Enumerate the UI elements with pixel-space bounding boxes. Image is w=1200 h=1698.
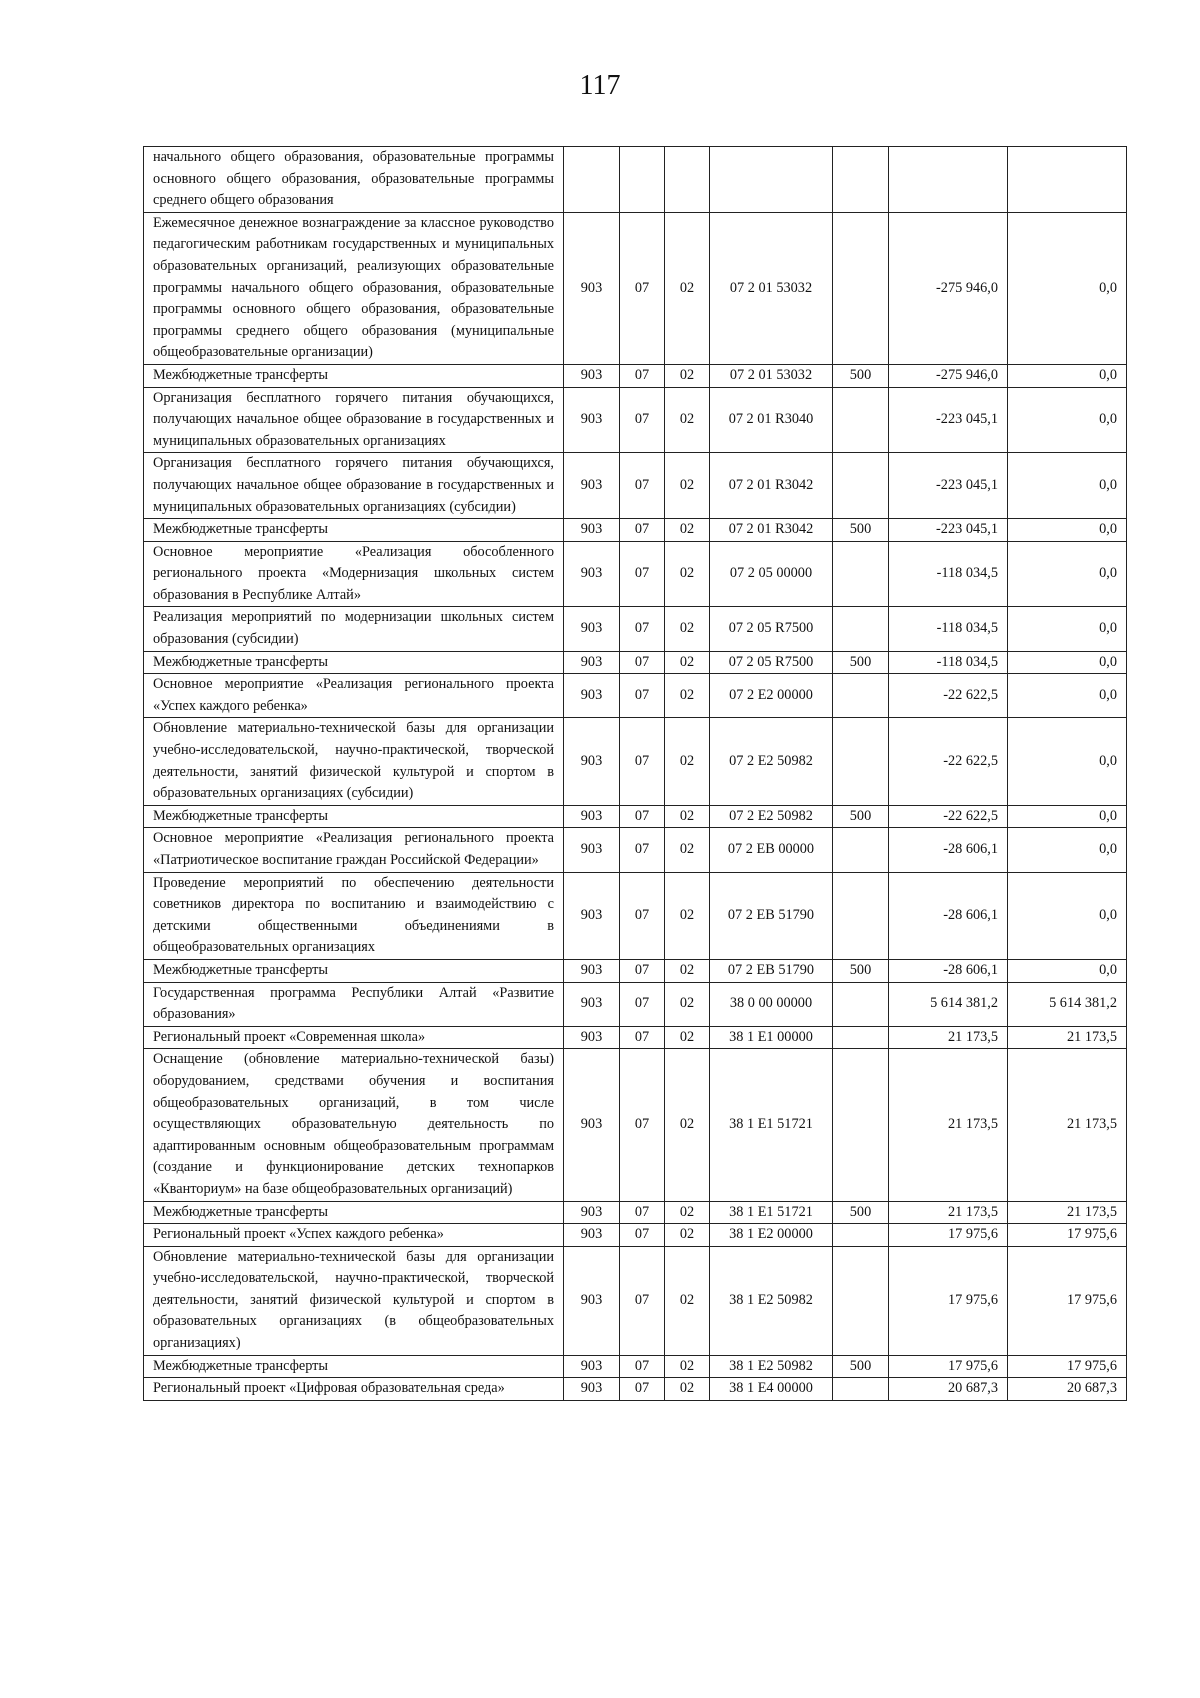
subsection-code-cell: 02 [665, 1246, 710, 1355]
amount-first-cell: 17 975,6 [889, 1355, 1008, 1378]
department-code-cell: 903 [564, 718, 620, 805]
amount-second-cell: 0,0 [1008, 651, 1127, 674]
department-code-cell: 903 [564, 872, 620, 959]
expense-type-code-cell [833, 147, 889, 213]
section-code-cell: 07 [620, 718, 665, 805]
subsection-code-cell: 02 [665, 959, 710, 982]
section-code-cell: 07 [620, 1246, 665, 1355]
table-row [144, 718, 1127, 805]
target-article-code-cell: 38 1 E2 50982 [710, 1355, 833, 1378]
department-code-cell: 903 [564, 453, 620, 519]
department-code-cell: 903 [564, 651, 620, 674]
expenditure-name-cell: Ежемесячное денежное вознаграждение за классное руководство педагогическим работникам государственных и муниципальных образовательных организаций, реализующих образовательные программы начального общего образования, образовательные программы основного общего образования, образовательные программы среднего общего образования (муниципальные общеобразовательные организации) [144, 212, 564, 364]
section-code-cell: 07 [620, 674, 665, 718]
expenditure-name-cell: Оснащение (обновление материально-технической базы) оборудованием, средствами обучения и воспитания общеобразовательных организаций, в том числе осуществляющих образовательную деятельность по адаптированным основным общеобразовательным программам (создание и функционирование детских технопарков «Кванториум» на базе общеобразовательных организаций) [144, 1049, 564, 1201]
department-code-cell [564, 147, 620, 213]
amount-first-cell: -22 622,5 [889, 674, 1008, 718]
subsection-code-cell [665, 147, 710, 213]
section-code-cell: 07 [620, 1224, 665, 1247]
table-row [144, 364, 1127, 387]
subsection-code-cell: 02 [665, 805, 710, 828]
subsection-code-cell: 02 [665, 828, 710, 872]
table-row [144, 959, 1127, 982]
section-code-cell: 07 [620, 1201, 665, 1224]
target-article-code-cell: 07 2 E2 50982 [710, 718, 833, 805]
expense-type-code-cell [833, 1049, 889, 1201]
expenditure-name-cell: начального общего образования, образовательные программы основного общего образования, образовательные программы среднего общего образования [144, 147, 564, 213]
expenditure-name-cell: Организация бесплатного горячего питания обучающихся, получающих начальное общее образование в государственных и муниципальных образовательных организациях (субсидии) [144, 453, 564, 519]
expenditure-name-cell: Обновление материально-технической базы для организации учебно-исследовательской, научно-практической, творческой деятельности, занятий физической культурой и спортом в образовательных организациях (в общеобразовательных организациях) [144, 1246, 564, 1355]
target-article-code-cell: 07 2 01 R3042 [710, 519, 833, 542]
section-code-cell: 07 [620, 959, 665, 982]
subsection-code-cell: 02 [665, 718, 710, 805]
amount-first-cell: -28 606,1 [889, 828, 1008, 872]
amount-second-cell: 17 975,6 [1008, 1224, 1127, 1247]
expenditure-name-cell: Межбюджетные трансферты [144, 519, 564, 542]
amount-second-cell: 21 173,5 [1008, 1201, 1127, 1224]
subsection-code-cell: 02 [665, 607, 710, 651]
budget-table-body [144, 147, 1127, 1401]
target-article-code-cell: 07 2 EB 00000 [710, 828, 833, 872]
expenditure-name-cell: Региональный проект «Цифровая образовательная среда» [144, 1378, 564, 1401]
table-row [144, 541, 1127, 607]
expense-type-code-cell [833, 1246, 889, 1355]
amount-first-cell: 20 687,3 [889, 1378, 1008, 1401]
expenditure-name-cell: Основное мероприятие «Реализация регионального проекта «Успех каждого ребенка» [144, 674, 564, 718]
amount-second-cell: 0,0 [1008, 387, 1127, 453]
subsection-code-cell: 02 [665, 212, 710, 364]
subsection-code-cell: 02 [665, 982, 710, 1026]
target-article-code-cell: 07 2 01 R3040 [710, 387, 833, 453]
subsection-code-cell: 02 [665, 387, 710, 453]
amount-second-cell: 0,0 [1008, 718, 1127, 805]
expense-type-code-cell [833, 607, 889, 651]
table-row [144, 147, 1127, 213]
target-article-code-cell: 07 2 E2 00000 [710, 674, 833, 718]
expense-type-code-cell: 500 [833, 1201, 889, 1224]
section-code-cell: 07 [620, 607, 665, 651]
department-code-cell: 903 [564, 1355, 620, 1378]
section-code-cell: 07 [620, 387, 665, 453]
expense-type-code-cell: 500 [833, 651, 889, 674]
subsection-code-cell: 02 [665, 1378, 710, 1401]
amount-first-cell: -22 622,5 [889, 718, 1008, 805]
table-row [144, 1201, 1127, 1224]
expenditure-name-cell: Межбюджетные трансферты [144, 959, 564, 982]
target-article-code-cell: 38 1 E1 51721 [710, 1201, 833, 1224]
expense-type-code-cell [833, 674, 889, 718]
amount-first-cell: 5 614 381,2 [889, 982, 1008, 1026]
target-article-code-cell: 07 2 05 00000 [710, 541, 833, 607]
expenditure-name-cell: Организация бесплатного горячего питания обучающихся, получающих начальное общее образование в государственных и муниципальных образовательных организациях [144, 387, 564, 453]
section-code-cell: 07 [620, 1026, 665, 1049]
target-article-code-cell: 38 1 E1 00000 [710, 1026, 833, 1049]
table-row [144, 1026, 1127, 1049]
department-code-cell: 903 [564, 364, 620, 387]
page-number: 117 [579, 70, 621, 101]
expenditure-name-cell: Реализация мероприятий по модернизации школьных систем образования (субсидии) [144, 607, 564, 651]
section-code-cell: 07 [620, 872, 665, 959]
amount-first-cell: 17 975,6 [889, 1224, 1008, 1247]
department-code-cell: 903 [564, 1378, 620, 1401]
expense-type-code-cell: 500 [833, 1355, 889, 1378]
table-row [144, 607, 1127, 651]
amount-first-cell: -118 034,5 [889, 651, 1008, 674]
expense-type-code-cell [833, 1026, 889, 1049]
section-code-cell: 07 [620, 828, 665, 872]
department-code-cell: 903 [564, 541, 620, 607]
department-code-cell: 903 [564, 387, 620, 453]
amount-second-cell [1008, 147, 1127, 213]
department-code-cell: 903 [564, 607, 620, 651]
subsection-code-cell: 02 [665, 1224, 710, 1247]
expenditure-name-cell: Государственная программа Республики Алтай «Развитие образования» [144, 982, 564, 1026]
subsection-code-cell: 02 [665, 1049, 710, 1201]
expense-type-code-cell [833, 872, 889, 959]
expenditure-name-cell: Региональный проект «Успех каждого ребенка» [144, 1224, 564, 1247]
amount-second-cell: 0,0 [1008, 828, 1127, 872]
expenditure-name-cell: Обновление материально-технической базы для организации учебно-исследовательской, научно-практической, творческой деятельности, занятий физической культурой и спортом в образовательных организациях (субсидии) [144, 718, 564, 805]
target-article-code-cell: 38 1 E1 51721 [710, 1049, 833, 1201]
subsection-code-cell: 02 [665, 674, 710, 718]
subsection-code-cell: 02 [665, 1201, 710, 1224]
amount-first-cell: 21 173,5 [889, 1026, 1008, 1049]
amount-first-cell: -28 606,1 [889, 872, 1008, 959]
expense-type-code-cell: 500 [833, 364, 889, 387]
expense-type-code-cell [833, 541, 889, 607]
subsection-code-cell: 02 [665, 651, 710, 674]
target-article-code-cell [710, 147, 833, 213]
amount-second-cell: 17 975,6 [1008, 1355, 1127, 1378]
amount-first-cell: 17 975,6 [889, 1246, 1008, 1355]
table-row [144, 1246, 1127, 1355]
amount-first-cell: -223 045,1 [889, 519, 1008, 542]
expense-type-code-cell: 500 [833, 805, 889, 828]
expenditure-name-cell: Основное мероприятие «Реализация обособленного регионального проекта «Модернизация школьных систем образования в Республике Алтай» [144, 541, 564, 607]
target-article-code-cell: 07 2 E2 50982 [710, 805, 833, 828]
target-article-code-cell: 38 1 E4 00000 [710, 1378, 833, 1401]
section-code-cell: 07 [620, 364, 665, 387]
amount-first-cell: -223 045,1 [889, 453, 1008, 519]
expense-type-code-cell [833, 387, 889, 453]
amount-second-cell: 21 173,5 [1008, 1026, 1127, 1049]
table-row [144, 1355, 1127, 1378]
department-code-cell: 903 [564, 805, 620, 828]
target-article-code-cell: 07 2 EB 51790 [710, 959, 833, 982]
amount-second-cell: 0,0 [1008, 607, 1127, 651]
expense-type-code-cell [833, 982, 889, 1026]
subsection-code-cell: 02 [665, 541, 710, 607]
subsection-code-cell: 02 [665, 1355, 710, 1378]
target-article-code-cell: 07 2 05 R7500 [710, 651, 833, 674]
expense-type-code-cell: 500 [833, 959, 889, 982]
table-row [144, 519, 1127, 542]
target-article-code-cell: 07 2 01 53032 [710, 212, 833, 364]
expenditure-name-cell: Межбюджетные трансферты [144, 805, 564, 828]
amount-first-cell: -275 946,0 [889, 364, 1008, 387]
expenditure-name-cell: Межбюджетные трансферты [144, 1201, 564, 1224]
target-article-code-cell: 38 1 E2 00000 [710, 1224, 833, 1247]
amount-second-cell: 0,0 [1008, 959, 1127, 982]
department-code-cell: 903 [564, 519, 620, 542]
amount-first-cell [889, 147, 1008, 213]
department-code-cell: 903 [564, 1026, 620, 1049]
table-row [144, 387, 1127, 453]
department-code-cell: 903 [564, 959, 620, 982]
table-row [144, 651, 1127, 674]
table-row [144, 805, 1127, 828]
expenditure-name-cell: Основное мероприятие «Реализация регионального проекта «Патриотическое воспитание граждан Российской Федерации» [144, 828, 564, 872]
expense-type-code-cell [833, 1224, 889, 1247]
section-code-cell: 07 [620, 212, 665, 364]
table-row [144, 212, 1127, 364]
amount-first-cell: -118 034,5 [889, 541, 1008, 607]
table-row [144, 872, 1127, 959]
expense-type-code-cell [833, 1378, 889, 1401]
amount-first-cell: -118 034,5 [889, 607, 1008, 651]
amount-first-cell: 21 173,5 [889, 1201, 1008, 1224]
section-code-cell: 07 [620, 541, 665, 607]
section-code-cell [620, 147, 665, 213]
amount-first-cell: 21 173,5 [889, 1049, 1008, 1201]
subsection-code-cell: 02 [665, 872, 710, 959]
section-code-cell: 07 [620, 1355, 665, 1378]
amount-second-cell: 0,0 [1008, 212, 1127, 364]
section-code-cell: 07 [620, 1378, 665, 1401]
amount-second-cell: 21 173,5 [1008, 1049, 1127, 1201]
table-row [144, 674, 1127, 718]
amount-second-cell: 0,0 [1008, 805, 1127, 828]
amount-second-cell: 0,0 [1008, 674, 1127, 718]
section-code-cell: 07 [620, 1049, 665, 1201]
expense-type-code-cell [833, 212, 889, 364]
section-code-cell: 07 [620, 453, 665, 519]
expenditure-name-cell: Межбюджетные трансферты [144, 1355, 564, 1378]
amount-second-cell: 17 975,6 [1008, 1246, 1127, 1355]
department-code-cell: 903 [564, 1224, 620, 1247]
target-article-code-cell: 38 0 00 00000 [710, 982, 833, 1026]
department-code-cell: 903 [564, 982, 620, 1026]
amount-second-cell: 0,0 [1008, 453, 1127, 519]
subsection-code-cell: 02 [665, 519, 710, 542]
amount-first-cell: -22 622,5 [889, 805, 1008, 828]
department-code-cell: 903 [564, 1049, 620, 1201]
department-code-cell: 903 [564, 1201, 620, 1224]
table-row [144, 1378, 1127, 1401]
expense-type-code-cell [833, 828, 889, 872]
target-article-code-cell: 07 2 01 53032 [710, 364, 833, 387]
amount-first-cell: -28 606,1 [889, 959, 1008, 982]
expenditure-name-cell: Межбюджетные трансферты [144, 364, 564, 387]
table-row [144, 453, 1127, 519]
table-row [144, 982, 1127, 1026]
expenditure-name-cell: Межбюджетные трансферты [144, 651, 564, 674]
amount-second-cell: 0,0 [1008, 541, 1127, 607]
table-row [144, 828, 1127, 872]
target-article-code-cell: 07 2 01 R3042 [710, 453, 833, 519]
amount-second-cell: 0,0 [1008, 364, 1127, 387]
table-row [144, 1224, 1127, 1247]
subsection-code-cell: 02 [665, 453, 710, 519]
target-article-code-cell: 07 2 05 R7500 [710, 607, 833, 651]
expenditure-name-cell: Региональный проект «Современная школа» [144, 1026, 564, 1049]
department-code-cell: 903 [564, 1246, 620, 1355]
amount-first-cell: -275 946,0 [889, 212, 1008, 364]
amount-second-cell: 0,0 [1008, 872, 1127, 959]
section-code-cell: 07 [620, 805, 665, 828]
department-code-cell: 903 [564, 212, 620, 364]
subsection-code-cell: 02 [665, 1026, 710, 1049]
section-code-cell: 07 [620, 982, 665, 1026]
department-code-cell: 903 [564, 828, 620, 872]
target-article-code-cell: 38 1 E2 50982 [710, 1246, 833, 1355]
subsection-code-cell: 02 [665, 364, 710, 387]
table-row [144, 1049, 1127, 1201]
amount-second-cell: 0,0 [1008, 519, 1127, 542]
department-code-cell: 903 [564, 674, 620, 718]
section-code-cell: 07 [620, 519, 665, 542]
expense-type-code-cell [833, 453, 889, 519]
section-code-cell: 07 [620, 651, 665, 674]
amount-second-cell: 20 687,3 [1008, 1378, 1127, 1401]
amount-second-cell: 5 614 381,2 [1008, 982, 1127, 1026]
budget-table [143, 146, 1127, 1401]
expense-type-code-cell: 500 [833, 519, 889, 542]
target-article-code-cell: 07 2 EB 51790 [710, 872, 833, 959]
expense-type-code-cell [833, 718, 889, 805]
expenditure-name-cell: Проведение мероприятий по обеспечению деятельности советников директора по воспитанию и взаимодействию с детскими общественными объединениями в общеобразовательных организациях [144, 872, 564, 959]
amount-first-cell: -223 045,1 [889, 387, 1008, 453]
